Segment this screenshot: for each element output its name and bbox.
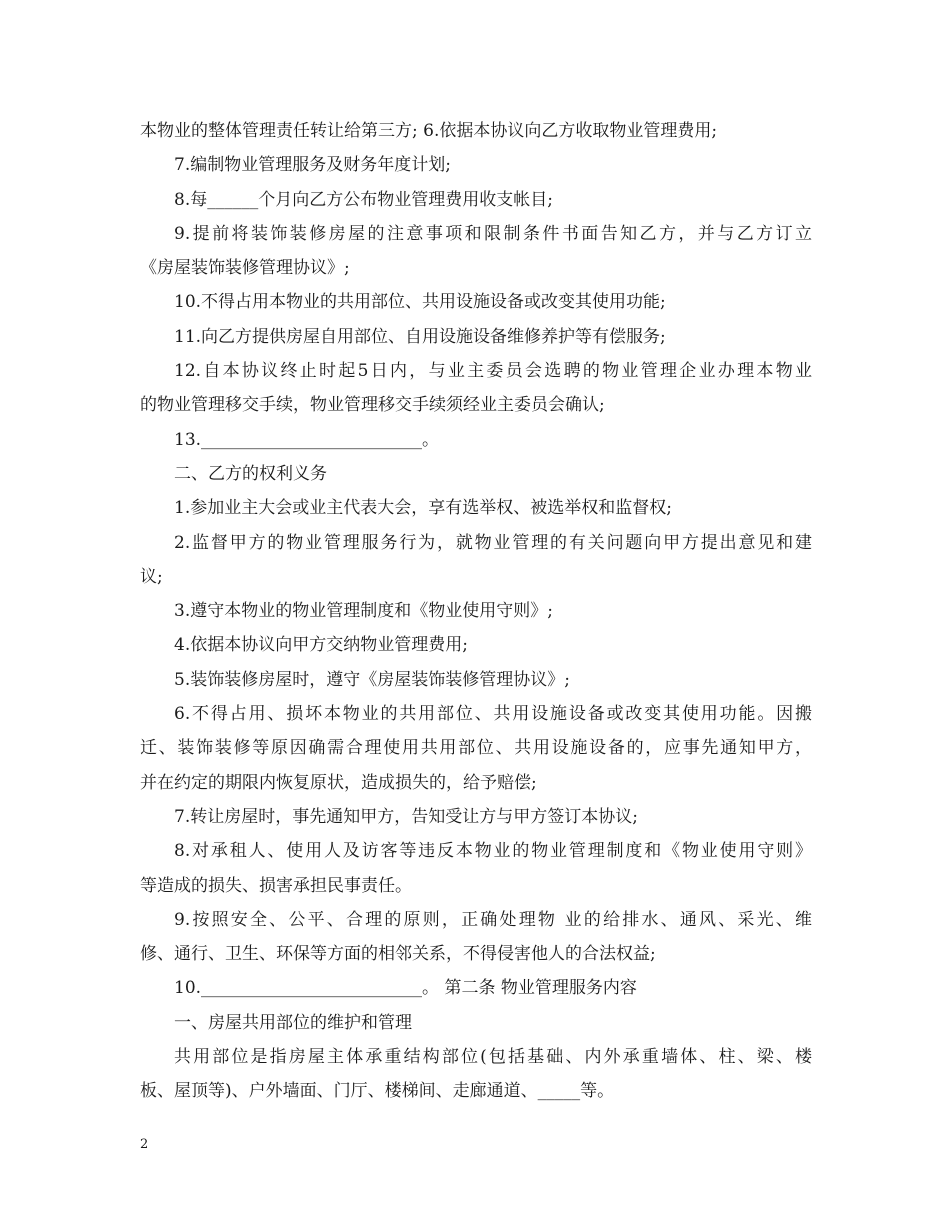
text-line: 迁、装饰装修等原因确需合理使用共用部位、共用设施设备的，应事先通知甲方， <box>140 738 812 759</box>
text-line: 4.依据本协议向甲方交纳物业管理费用; <box>174 635 468 656</box>
text-line: 11.向乙方提供房屋自用部位、自用设施设备维修养护等有偿服务; <box>174 326 666 347</box>
text-line: 1.参加业主大会或业主代表大会，享有选举权、被选举权和监督权; <box>174 498 672 519</box>
text-line: 2.监督甲方的物业管理服务行为，就物业管理的有关问题向甲方提出意见和建 <box>174 532 812 553</box>
text-line: 的物业管理移交手续，物业管理移交手续须经业主委员会确认; <box>140 395 605 416</box>
text-line: 一、房屋共用部位的维护和管理 <box>174 1012 412 1033</box>
text-line: 9.提前将装饰装修房屋的注意事项和限制条件书面告知乙方，并与乙方订立 <box>174 223 812 244</box>
text-line: 10.不得占用本物业的共用部位、共用设施设备或改变其使用功能; <box>174 292 666 313</box>
text-line: 议; <box>140 566 163 587</box>
text-line: 《房屋装饰装修管理协议》; <box>140 258 350 279</box>
text-line: 8.对承租人、使用人及访客等违反本物业的物业管理制度和《物业使用守则》 <box>174 841 812 862</box>
text-line: 二、乙方的权利义务 <box>174 463 327 484</box>
text-line: 5.装饰装修房屋时，遵守《房屋装饰装修管理协议》; <box>174 669 570 690</box>
text-line: 3.遵守本物业的物业管理制度和《物业使用守则》; <box>174 601 553 622</box>
text-line: 13.__________________________。 <box>174 429 440 450</box>
text-line: 10.__________________________。 第二条 物业管理服务内容 <box>174 978 637 999</box>
text-line: 等造成的损失、损害承担民事责任。 <box>140 875 412 896</box>
text-line: 6.不得占用、损坏本物业的共用部位、共用设施设备或改变其使用功能。因搬 <box>174 704 812 725</box>
text-line: 7.编制物业管理服务及财务年度计划; <box>174 155 451 176</box>
text-line: 共用部位是指房屋主体承重结构部位(包括基础、内外承重墙体、柱、梁、楼 <box>174 1047 812 1068</box>
text-line: 板、屋顶等)、户外墙面、门厅、楼梯间、走廊通道、_____等。 <box>140 1081 615 1102</box>
text-line: 8.每______个月向乙方公布物业管理费用收支帐目; <box>174 189 553 210</box>
text-line: 7.转让房屋时，事先通知甲方，告知受让方与甲方签订本协议; <box>174 806 638 827</box>
page-number: 2 <box>140 1137 149 1152</box>
text-line: 并在约定的期限内恢复原状，造成损失的，给予赔偿; <box>140 772 537 793</box>
text-line: 9.按照安全、公平、合理的原则，正确处理物 业的给排水、通风、采光、维 <box>174 909 812 930</box>
text-line: 修、通行、卫生、环保等方面的相邻关系，不得侵害他人的合法权益; <box>140 944 656 965</box>
text-line: 本物业的整体管理责任转让给第三方; 6.依据本协议向乙方收取物业管理费用; <box>140 121 718 141</box>
text-line: 12.自本协议终止时起5日内，与业主委员会选聘的物业管理企业办理本物业 <box>174 361 812 382</box>
document-body <box>140 114 812 1109</box>
